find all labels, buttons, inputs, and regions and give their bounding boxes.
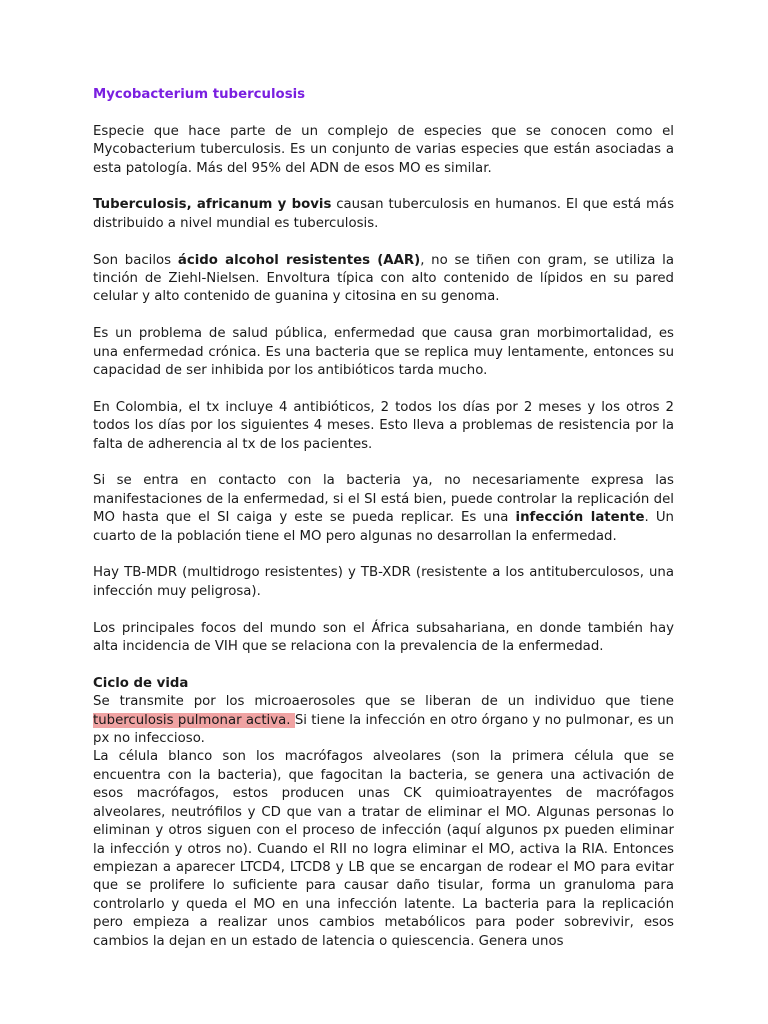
- highlighted-text: tuberculosis pulmonar activa.: [93, 712, 295, 728]
- document-title: Mycobacterium tuberculosis: [93, 87, 306, 102]
- paragraph-text: Se transmite por los microaerosoles que se liberan de un individuo que tiene: [93, 694, 674, 710]
- paragraph-text: causan tuberculosis en humanos. El que está más distribuido a nivel mundial es tuberculosis.: [93, 197, 674, 231]
- section-heading-life-cycle: Ciclo de vida: [93, 675, 189, 691]
- paragraph-text: . Un cuarto de la población tiene el MO pero algunas no desarrollan la enfermedad.: [93, 510, 674, 544]
- bold-latent-infection: infección latente: [515, 510, 645, 526]
- paragraph-text: Son bacilos: [93, 252, 178, 268]
- paragraph-public-health: Es un problema de salud pública, enfermedad que causa gran morbimortalidad, es una enfermedad crónica. Es una bacteria que se replica muy lentamente, entonces su capacidad de ser inhibida por los antibióticos tarda mucho.: [93, 326, 674, 379]
- paragraph-species-complex: Especie que hace parte de un complejo de especies que se conocen como el Mycobacterium tuberculosis. Es un conjunto de varias especies que están asociadas a esta patología. Más del 95% del ADN de esos MO es similar.: [93, 123, 674, 176]
- paragraph-text: , no se tiñen con gram, se utiliza la tinción de Ziehl-Nielsen. Envoltura típica con alto contenido de lípidos en su pared celular y alto contenido de guanina y citosina en su genoma.: [93, 252, 674, 305]
- paragraph-species-humans: [93, 196, 674, 233]
- paragraph-colombia-treatment: En Colombia, el tx incluye 4 antibióticos, 2 todos los días por 2 meses y los otros 2 todos los días por los siguientes 4 meses. Esto lleva a problemas de resistencia por la falta de adherencia al tx de los pacientes.: [93, 399, 674, 452]
- paragraph-resistance: Hay TB-MDR (multidrogo resistentes) y TB-XDR (resistente a los antituberculosos, una infección muy peligrosa).: [93, 565, 674, 599]
- paragraph-text: Si tiene la infección en otro órgano y no pulmonar, es un px no infeccioso.: [93, 712, 674, 747]
- bold-species-names: Tuberculosis, africanum y bovis: [93, 197, 332, 213]
- paragraph-text: Si se entra en contacto con la bacteria ya, no necesariamente expresa las manifestaciones de la enfermedad, si el SI está bien, puede controlar la replicación del MO hasta que el SI caiga y este se pueda replicar. Es una: [93, 473, 674, 526]
- paragraph-transmission: [93, 693, 674, 748]
- bold-aar: ácido alcohol resistentes (AAR): [177, 252, 421, 268]
- paragraph-bacilli: [93, 252, 674, 307]
- paragraph-world-foci: Los principales focos del mundo son el África subsahariana, en donde también hay alta incidencia de VIH que se relaciona con la prevalencia de la enfermedad.: [93, 620, 674, 655]
- paragraph-target-cell: La célula blanco son los macrófagos alveolares (son la primera célula que se encuentra con la bacteria), que fagocitan la bacteria, se genera una activación de esos macrófagos, estos producen unas CK quimioatrayentes de macrófagos alveolares, neutrófilos y CD que van a tratar de eliminar el MO. Algunas personas lo eliminan y otros siguen con el proceso de infección (aquí algunos px pueden eliminar la infección y otros no). Cuando el RII no logra eliminar el MO, activa la RIA. Entonces empiezan a aparecer LTCD4, LTCD8 y LB que se encargan de rodear el MO para evitar que se prolifere lo suficiente para causar daño tisular, forma un granuloma para controlarlo y queda el MO en una infección latente. La bacteria para la replicación pero empieza a realizar unos cambios metabólicos para poder sobrevivir, esos cambios la dejan en un estado de latencia o quiescencia. Genera unos: [93, 749, 674, 949]
- paragraph-latent-infection: [93, 472, 674, 546]
